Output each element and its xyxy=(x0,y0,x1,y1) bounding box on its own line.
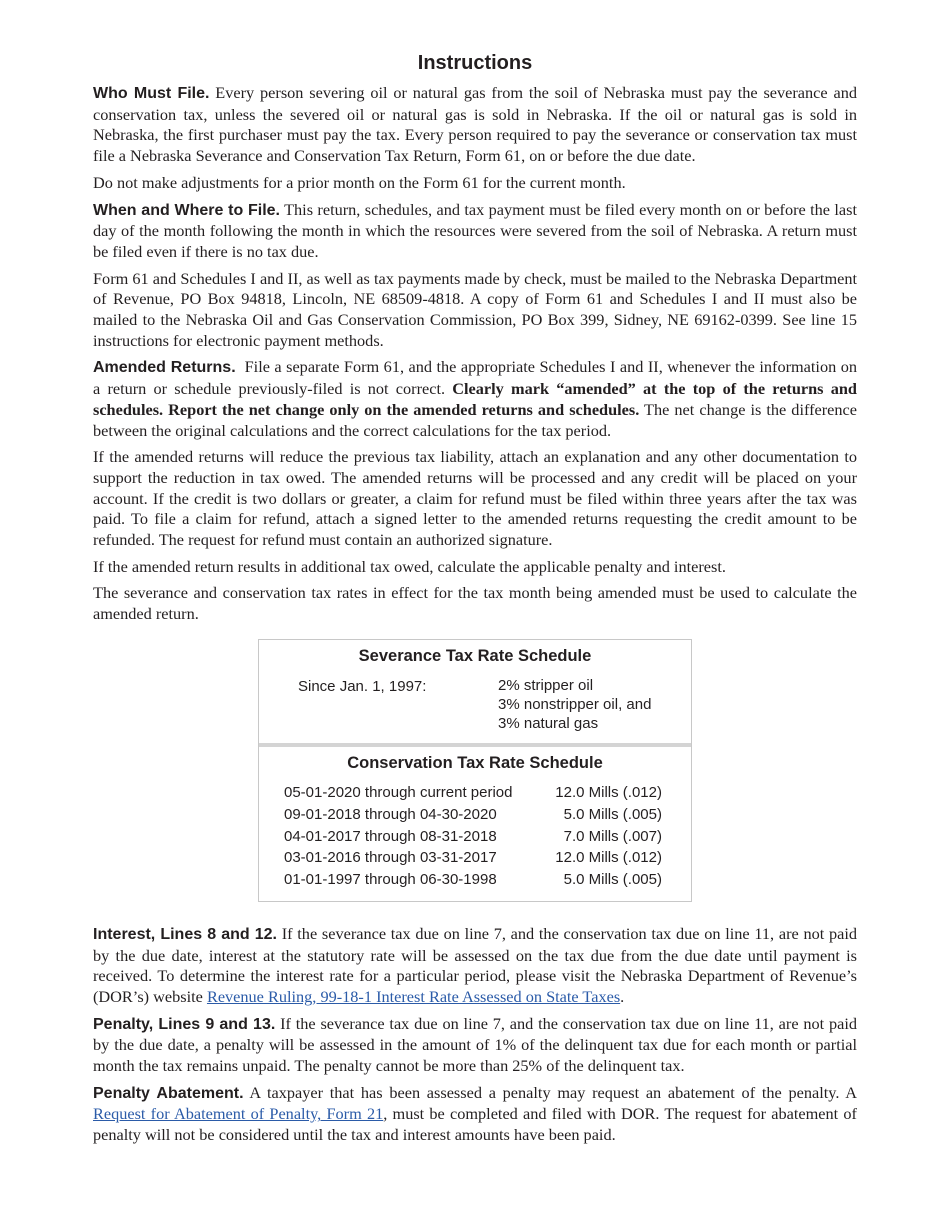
conservation-period: 01-01-1997 through 06-30-1998 xyxy=(284,871,497,889)
severance-rates xyxy=(498,676,651,733)
interest-end: . xyxy=(620,986,625,1006)
amended-bold-text: Clearly mark “amended” at the top of the returns and schedules. Report the net change only on the amended returns and schedules. xyxy=(93,379,857,419)
amended-reduce-paragraph: If the amended returns will reduce the previous tax liability, attach an explanation and any other documentation to support the reduction in tax owed. The amended returns will be processed and any credit will be placed on your account. If the credit is two dollars or greater, a claim for refund must be filed within three years after the tax was paid. To file a claim for refund, attach a signed letter to the amended returns requesting the credit amount to be refunded. The request for refund must contain an authorized signature. xyxy=(93,447,857,550)
amended-heading: Amended Returns. xyxy=(93,359,236,377)
abatement-heading: Penalty Abatement. xyxy=(93,1084,244,1102)
conservation-rate-row xyxy=(259,847,691,869)
interest-text: If the severance tax due on line 7, and the conservation tax due on line 11, are not paid by the due date, interest at the statutory rate will be assessed on the tax due from the due date until payment is received. To determine the interest rate for a particular period, please visit the Nebraska Department of Revenue’s (DOR’s) website xyxy=(93,923,857,1006)
abatement-paragraph xyxy=(93,1083,857,1146)
when-where-paragraph xyxy=(93,200,857,263)
conservation-rate: 12.0 Mills (.012) xyxy=(555,784,662,802)
conservation-rate: 7.0 Mills (.007) xyxy=(563,827,662,845)
mailing-paragraph: Form 61 and Schedules I and II, as well as tax payments made by check, must be mailed to the Nebraska Department of Revenue, PO Box 94818, Lincoln, NE 68509-4818. A copy of Form 61 and Schedules I and II must also be mailed to the Nebraska Oil and Gas Conservation Commission, PO Box 399, Sidney, NE 69162-0399. See line 15 instructions for electronic payment methods. xyxy=(93,268,857,350)
abatement-text-1: A taxpayer that has been assessed a penalty may request an abatement of the penalty. A xyxy=(243,1082,858,1102)
page-title: Instructions xyxy=(417,52,533,74)
conservation-rate-row xyxy=(259,826,691,848)
severance-rate-item: 2% stripper oil xyxy=(498,676,594,694)
interest-heading: Interest, Lines 8 and 12. xyxy=(93,925,277,943)
conservation-rate: 5.0 Mills (.005) xyxy=(563,871,662,889)
penalty-text: If the severance tax due on line 7, and the conservation tax due on line 11, are not paid by the due date, a penalty will be assessed in the amount of 1% of the delinquent tax due for each month or partial month the tax remains unpaid. The penalty cannot be more than 25% of the delinquent tax. xyxy=(93,1013,858,1076)
severance-schedule-title: Severance Tax Rate Schedule xyxy=(358,646,592,665)
no-adjustments-paragraph: Do not make adjustments for a prior month on the Form 61 for the current month. xyxy=(93,172,626,192)
penalty-heading: Penalty, Lines 9 and 13. xyxy=(93,1015,276,1033)
amended-rates-paragraph: The severance and conservation tax rates in effect for the tax month being amended must be used to calculate the amended return. xyxy=(93,583,857,624)
conservation-rate-row xyxy=(259,782,691,804)
amended-additional-paragraph: If the amended return results in additional tax owed, calculate the applicable penalty and interest. xyxy=(93,556,726,576)
conservation-schedule xyxy=(259,743,691,901)
conservation-period: 04-01-2017 through 08-31-2018 xyxy=(284,827,497,845)
severance-since-label: Since Jan. 1, 1997: xyxy=(298,677,427,695)
amended-paragraph xyxy=(93,357,862,441)
conservation-period: 03-01-2016 through 03-31-2017 xyxy=(284,849,497,867)
who-must-file-heading: Who Must File. xyxy=(93,85,210,102)
amended-text-1: File a separate Form 61, and the appropriate Schedules I and II, whenever the information on a return or schedule previously-filed is not correct. xyxy=(93,357,862,399)
conservation-period: 05-01-2020 through current period xyxy=(284,784,513,802)
form-21-link[interactable]: Request for Abatement of Penalty, Form 21 xyxy=(93,1104,384,1124)
instructions-page xyxy=(93,50,862,1152)
amended-text-2: The net change is the difference between the original calculations and the correct calculations for the tax period. xyxy=(93,399,857,440)
severance-rate-item: 3% nonstripper oil, and xyxy=(498,695,652,713)
severance-rate-row xyxy=(259,676,691,733)
who-must-file-paragraph xyxy=(93,83,857,167)
who-must-file-text: Every person severing oil or natural gas from the soil of Nebraska must pay the severance and conservation tax, unless the severed oil or natural gas is sold in Nebraska. If the oil or natural gas is sold in Nebraska, the first purchaser must pay the tax. Every person required to pay the severance or conservation tax must file a Nebraska Severance and Conservation Tax Return, Form 61, on or before the due date. xyxy=(93,83,857,166)
tax-rate-box xyxy=(258,639,692,902)
conservation-schedule-title: Conservation Tax Rate Schedule xyxy=(347,753,603,772)
conservation-rate: 5.0 Mills (.005) xyxy=(563,805,662,823)
revenue-ruling-link[interactable]: Revenue Ruling, 99-18-1 Interest Rate Assessed on State Taxes xyxy=(206,986,621,1006)
when-where-text: This return, schedules, and tax payment must be filed every month on or before the last day of the month following the month in which the resources were severed from the soil of Nebraska. A return must be filed even if there is no tax due. xyxy=(93,199,858,261)
conservation-rate: 12.0 Mills (.012) xyxy=(555,849,662,867)
abatement-text-2: , must be completed and filed with DOR. The request for abatement of penalty will not be considered until the tax and interest amounts have been paid. xyxy=(93,1104,857,1145)
conservation-rate-row xyxy=(259,869,691,891)
when-where-heading: When and Where to File. xyxy=(93,201,281,219)
severance-schedule xyxy=(259,640,691,743)
severance-rate-item: 3% natural gas xyxy=(498,714,599,732)
conservation-rate-row xyxy=(259,804,691,826)
interest-paragraph xyxy=(93,924,857,1008)
penalty-paragraph xyxy=(93,1014,857,1077)
conservation-period: 09-01-2018 through 04-30-2020 xyxy=(284,805,497,823)
